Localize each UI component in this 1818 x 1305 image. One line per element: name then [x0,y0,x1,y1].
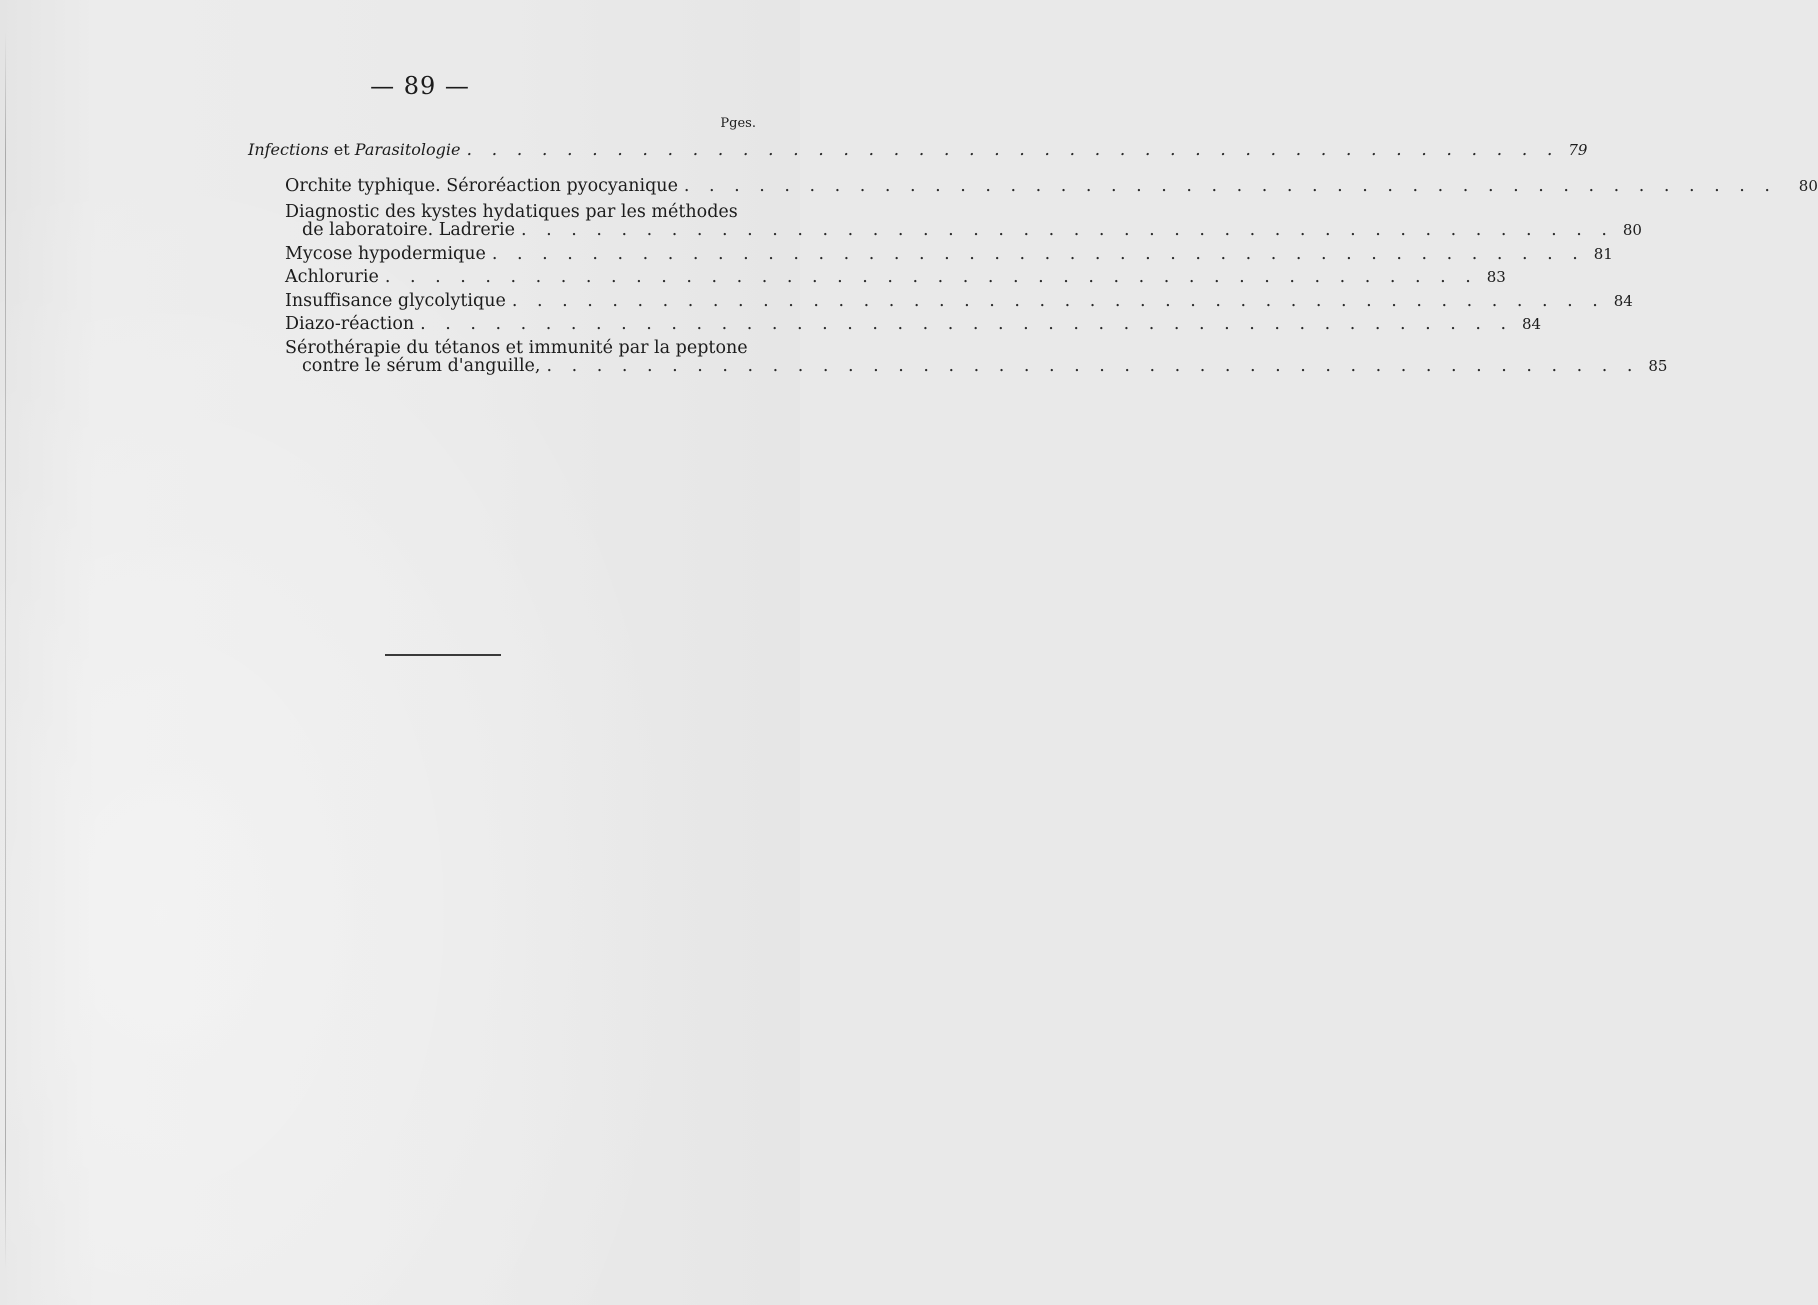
toc-entry-page: 80 [1798,177,1818,195]
end-rule [385,654,501,656]
leader-dots: . . . . . . . . . . . . . . . . . . . . . . . . . . . . . . . . . . . . . . . . . . . . [511,291,1605,311]
toc-entry-title: Orchite typhique. Séroréaction pyocyanique [285,176,678,196]
toc-entry-page: 83 [1486,268,1506,286]
toc-entry-page: 84 [1613,292,1633,310]
leader-dots: . . . . . . . . . . . . . . . . . . . . . . . . . . . . . . . . . . . . . . . . . . . . [491,244,1585,264]
section-title [248,140,461,159]
section-title-part3: Parasitologie [354,140,461,159]
toc-entry-title: Insuffisance glycolytique [285,291,506,311]
toc-entry-title: Sérothérapie du tétanos et immunité par la peptone [285,338,748,358]
toc-entry-page: 84 [1522,315,1542,333]
toc-entry [285,176,1818,196]
toc-entry [285,291,1633,311]
leader-dots: . . . . . . . . . . . . . . . . . . . . . . . . . . . . . . . . . . . . . . . . . . . . [546,356,1640,376]
section-title-part1: Infections [248,140,329,159]
leader-dots: . . . . . . . . . . . . . . . . . . . . . . . . . . . . . . . . . . . . . . . . . . . . [683,176,1777,196]
toc-entry [285,267,1506,287]
leader-dots: . . . . . . . . . . . . . . . . . . . . . . . . . . . . . . . . . . . . . . . . . . . . [384,267,1478,287]
toc-entry [285,314,1542,334]
leader-dots: . . . . . . . . . . . . . . . . . . . . . . . . . . . . . . . . . . . . . . . . . . . . [466,140,1560,160]
toc-section-heading [248,140,1588,160]
leader-dots: . . . . . . . . . . . . . . . . . . . . . . . . . . . . . . . . . . . . . . . . . . . . [521,220,1614,240]
toc-entry-title: Achlorurie [285,267,379,287]
toc-entry [285,244,1613,264]
toc-entry-page: 80 [1622,221,1642,239]
toc-entry-title: Diagnostic des kystes hydatiques par les méthodes [285,202,738,222]
toc-entry-title: Mycose hypodermique [285,244,486,264]
section-title-part2: et [333,140,350,159]
leader-dots: . . . . . . . . . . . . . . . . . . . . . . . . . . . . . . . . . . . . . . . . . . . . [420,314,1514,334]
toc-entry [302,220,1642,240]
toc-entry-title: Diazo-réaction [285,314,415,334]
section-page: 79 [1568,141,1588,159]
pages-column-header: Pges. [720,116,756,131]
toc-entry-page: 81 [1593,245,1613,263]
binding-edge-line [5,30,6,1270]
toc-entry-page: 85 [1648,357,1668,375]
toc-entry [302,356,1668,376]
page-number: — 89 — [370,72,470,100]
toc-entry-title-continued: contre le sérum d'anguille, [302,356,541,376]
toc-entry-title-continued: de laboratoire. Ladrerie [302,220,515,240]
